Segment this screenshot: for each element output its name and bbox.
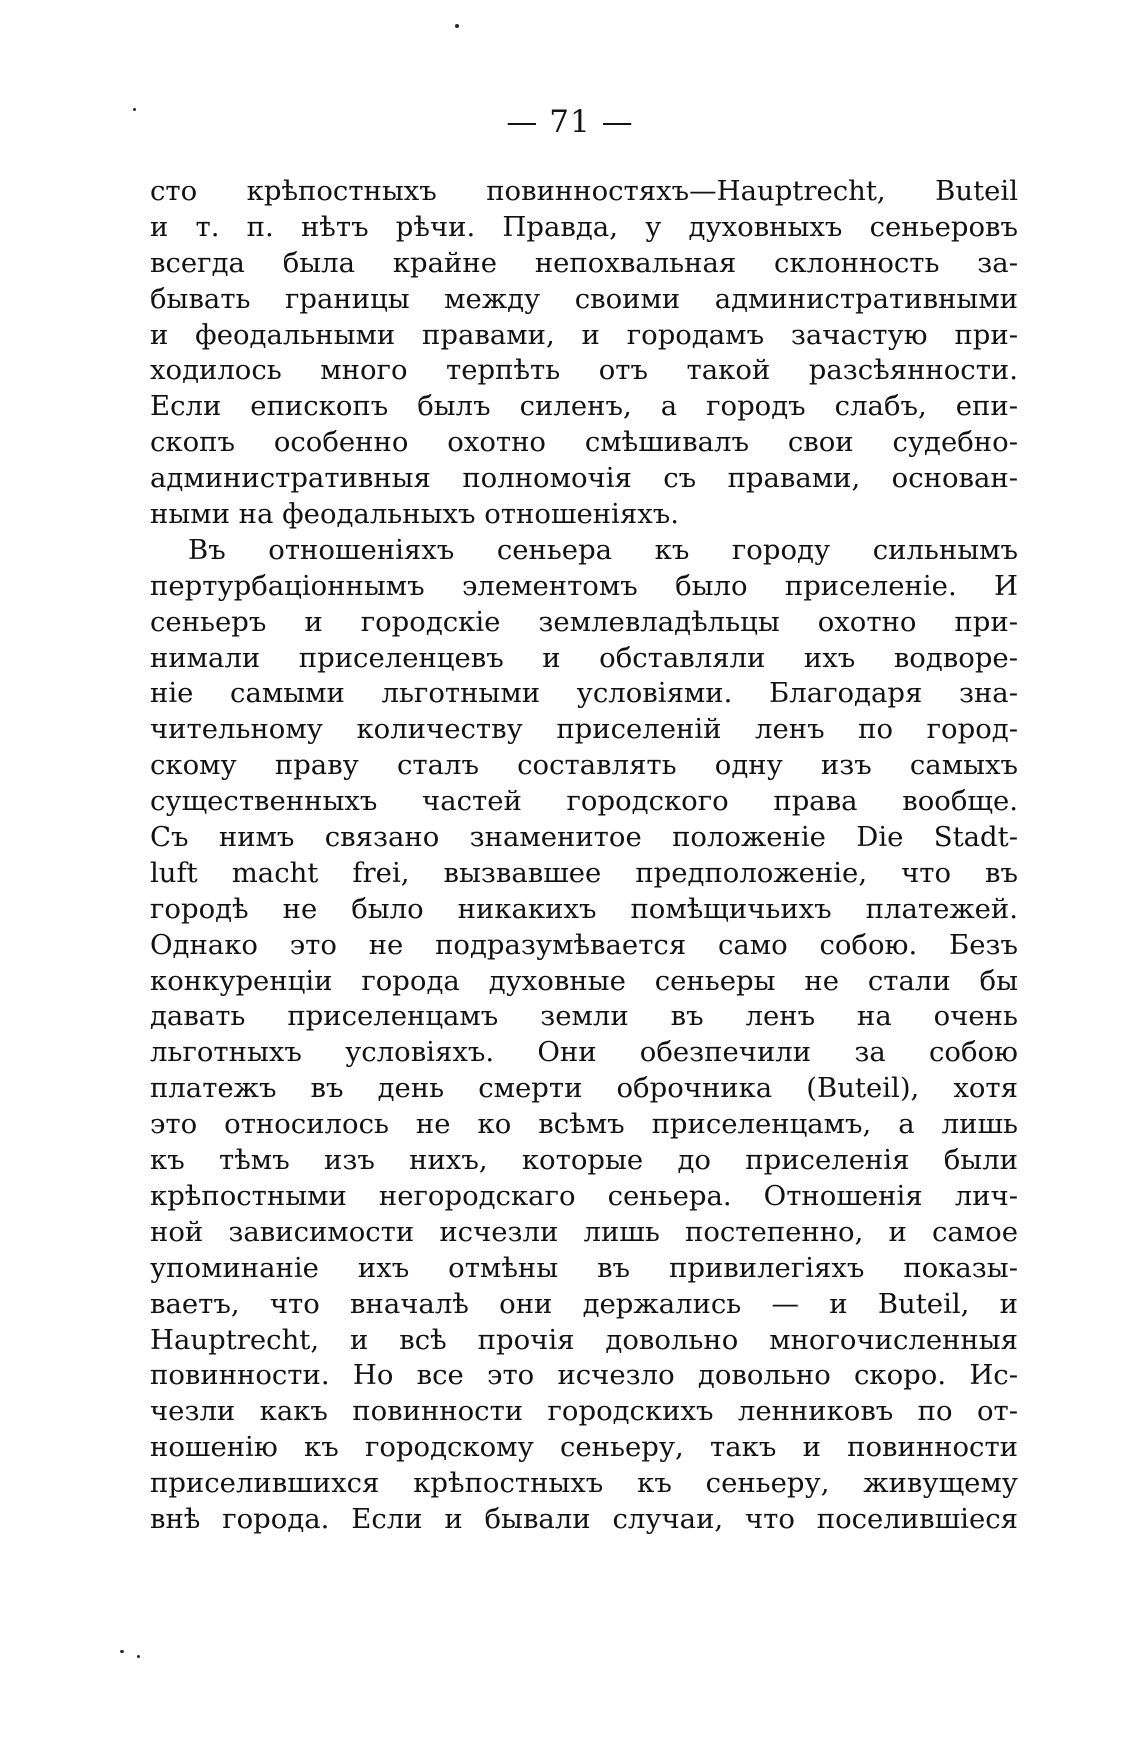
text-line: существенныхъ частей городского права вообще. — [150, 785, 1018, 818]
text-line: и феодальными правами, и городамъ зачастую при- — [150, 318, 1018, 351]
text-line: сеньеръ и городскіе землевладѣльцы охотно при- — [150, 605, 1018, 638]
text-line: упоминаніе ихъ отмѣны въ привилегіяхъ показы- — [150, 1251, 1018, 1284]
text-line: ваетъ, что вначалѣ они держались — и Buteil, и — [150, 1287, 1018, 1320]
text-line: платежъ въ день смерти оброчника (Buteil), хотя — [150, 1072, 1018, 1105]
text-line: конкуренціи города духовные сеньеры не стали бы — [150, 964, 1018, 997]
scan-speck — [137, 1655, 140, 1658]
text-line: административныя полномочія съ правами, основан- — [150, 462, 1018, 495]
page-number: — 71 — — [506, 104, 634, 140]
text-line: скому праву сталъ составлять одну изъ самыхъ — [150, 749, 1018, 782]
text-line: luft macht frei, вызвавшее предположеніе, что въ — [150, 856, 1018, 889]
scan-speck — [455, 24, 459, 28]
text-line: бывать границы между своими административными — [150, 282, 1018, 315]
text-line: крѣпостными негородскаго сеньера. Отношенія лич- — [150, 1179, 1018, 1212]
text-line: Hauptrecht, и всѣ прочія довольно многочисленныя — [150, 1323, 1018, 1356]
text-line: повинности. Но все это исчезло довольно скоро. Ис- — [150, 1359, 1018, 1392]
text-line: пертурбаціоннымъ элементомъ было приселеніе. И — [150, 569, 1018, 602]
scan-speck — [120, 1650, 124, 1653]
text-line: Въ отношеніяхъ сеньера къ городу сильнымъ — [188, 533, 1018, 566]
paragraph-1 — [150, 174, 1018, 533]
text-line: скопъ особенно охотно смѣшивалъ свои судебно- — [150, 426, 1018, 459]
text-line: Однако это не подразумѣвается само собою. Безъ — [150, 928, 1018, 961]
text-line: давать приселенцамъ земли въ ленъ на очень — [150, 1000, 1018, 1033]
text-line: чезли какъ повинности городскихъ ленниковъ по от- — [150, 1395, 1018, 1428]
text-line: ношенію къ городскому сеньеру, такъ и повинности — [150, 1431, 1018, 1464]
text-line: нимали приселенцевъ и обставляли ихъ водворе- — [150, 641, 1018, 674]
text-line: къ тѣмъ изъ нихъ, которые до приселенія были — [150, 1144, 1018, 1177]
text-line: ными на феодальныхъ отношеніяхъ. — [150, 498, 679, 531]
text-line: чительному количеству приселеній ленъ по город- — [150, 713, 1018, 746]
scan-speck — [133, 108, 136, 111]
text-line: и т. п. нѣтъ рѣчи. Правда, у духовныхъ сеньеровъ — [150, 210, 1018, 243]
text-line: Съ нимъ связано знаменитое положеніе Die Stadt- — [150, 821, 1018, 854]
text-line: приселившихся крѣпостныхъ къ сеньеру, живущему — [150, 1467, 1018, 1500]
text-line: сто крѣпостныхъ повинностяхъ—Hauptrecht, Buteil — [150, 175, 1018, 207]
text-line: всегда была крайне непохвальная склонность за- — [150, 246, 1018, 279]
paragraph-2 — [150, 533, 1018, 1538]
text-line: ходилось много терпѣть отъ такой разсѣянности. — [150, 354, 1018, 387]
text-line: ной зависимости исчезли лишь постепенно, и самое — [150, 1215, 1018, 1248]
text-line: Если епископъ былъ силенъ, а городъ слабъ, епи- — [150, 390, 1018, 423]
text-line: городѣ не было никакихъ помѣщичьихъ платежей. — [150, 892, 1018, 925]
body-text — [150, 174, 1018, 1538]
text-line: внѣ города. Если и бывали случаи, что поселившіеся — [150, 1502, 1018, 1535]
text-line: это относилось не ко всѣмъ приселенцамъ, а лишь — [150, 1108, 1018, 1141]
text-line: ніе самыми льготными условіями. Благодаря зна- — [150, 677, 1018, 710]
text-line: льготныхъ условіяхъ. Они обезпечили за собою — [150, 1036, 1018, 1069]
